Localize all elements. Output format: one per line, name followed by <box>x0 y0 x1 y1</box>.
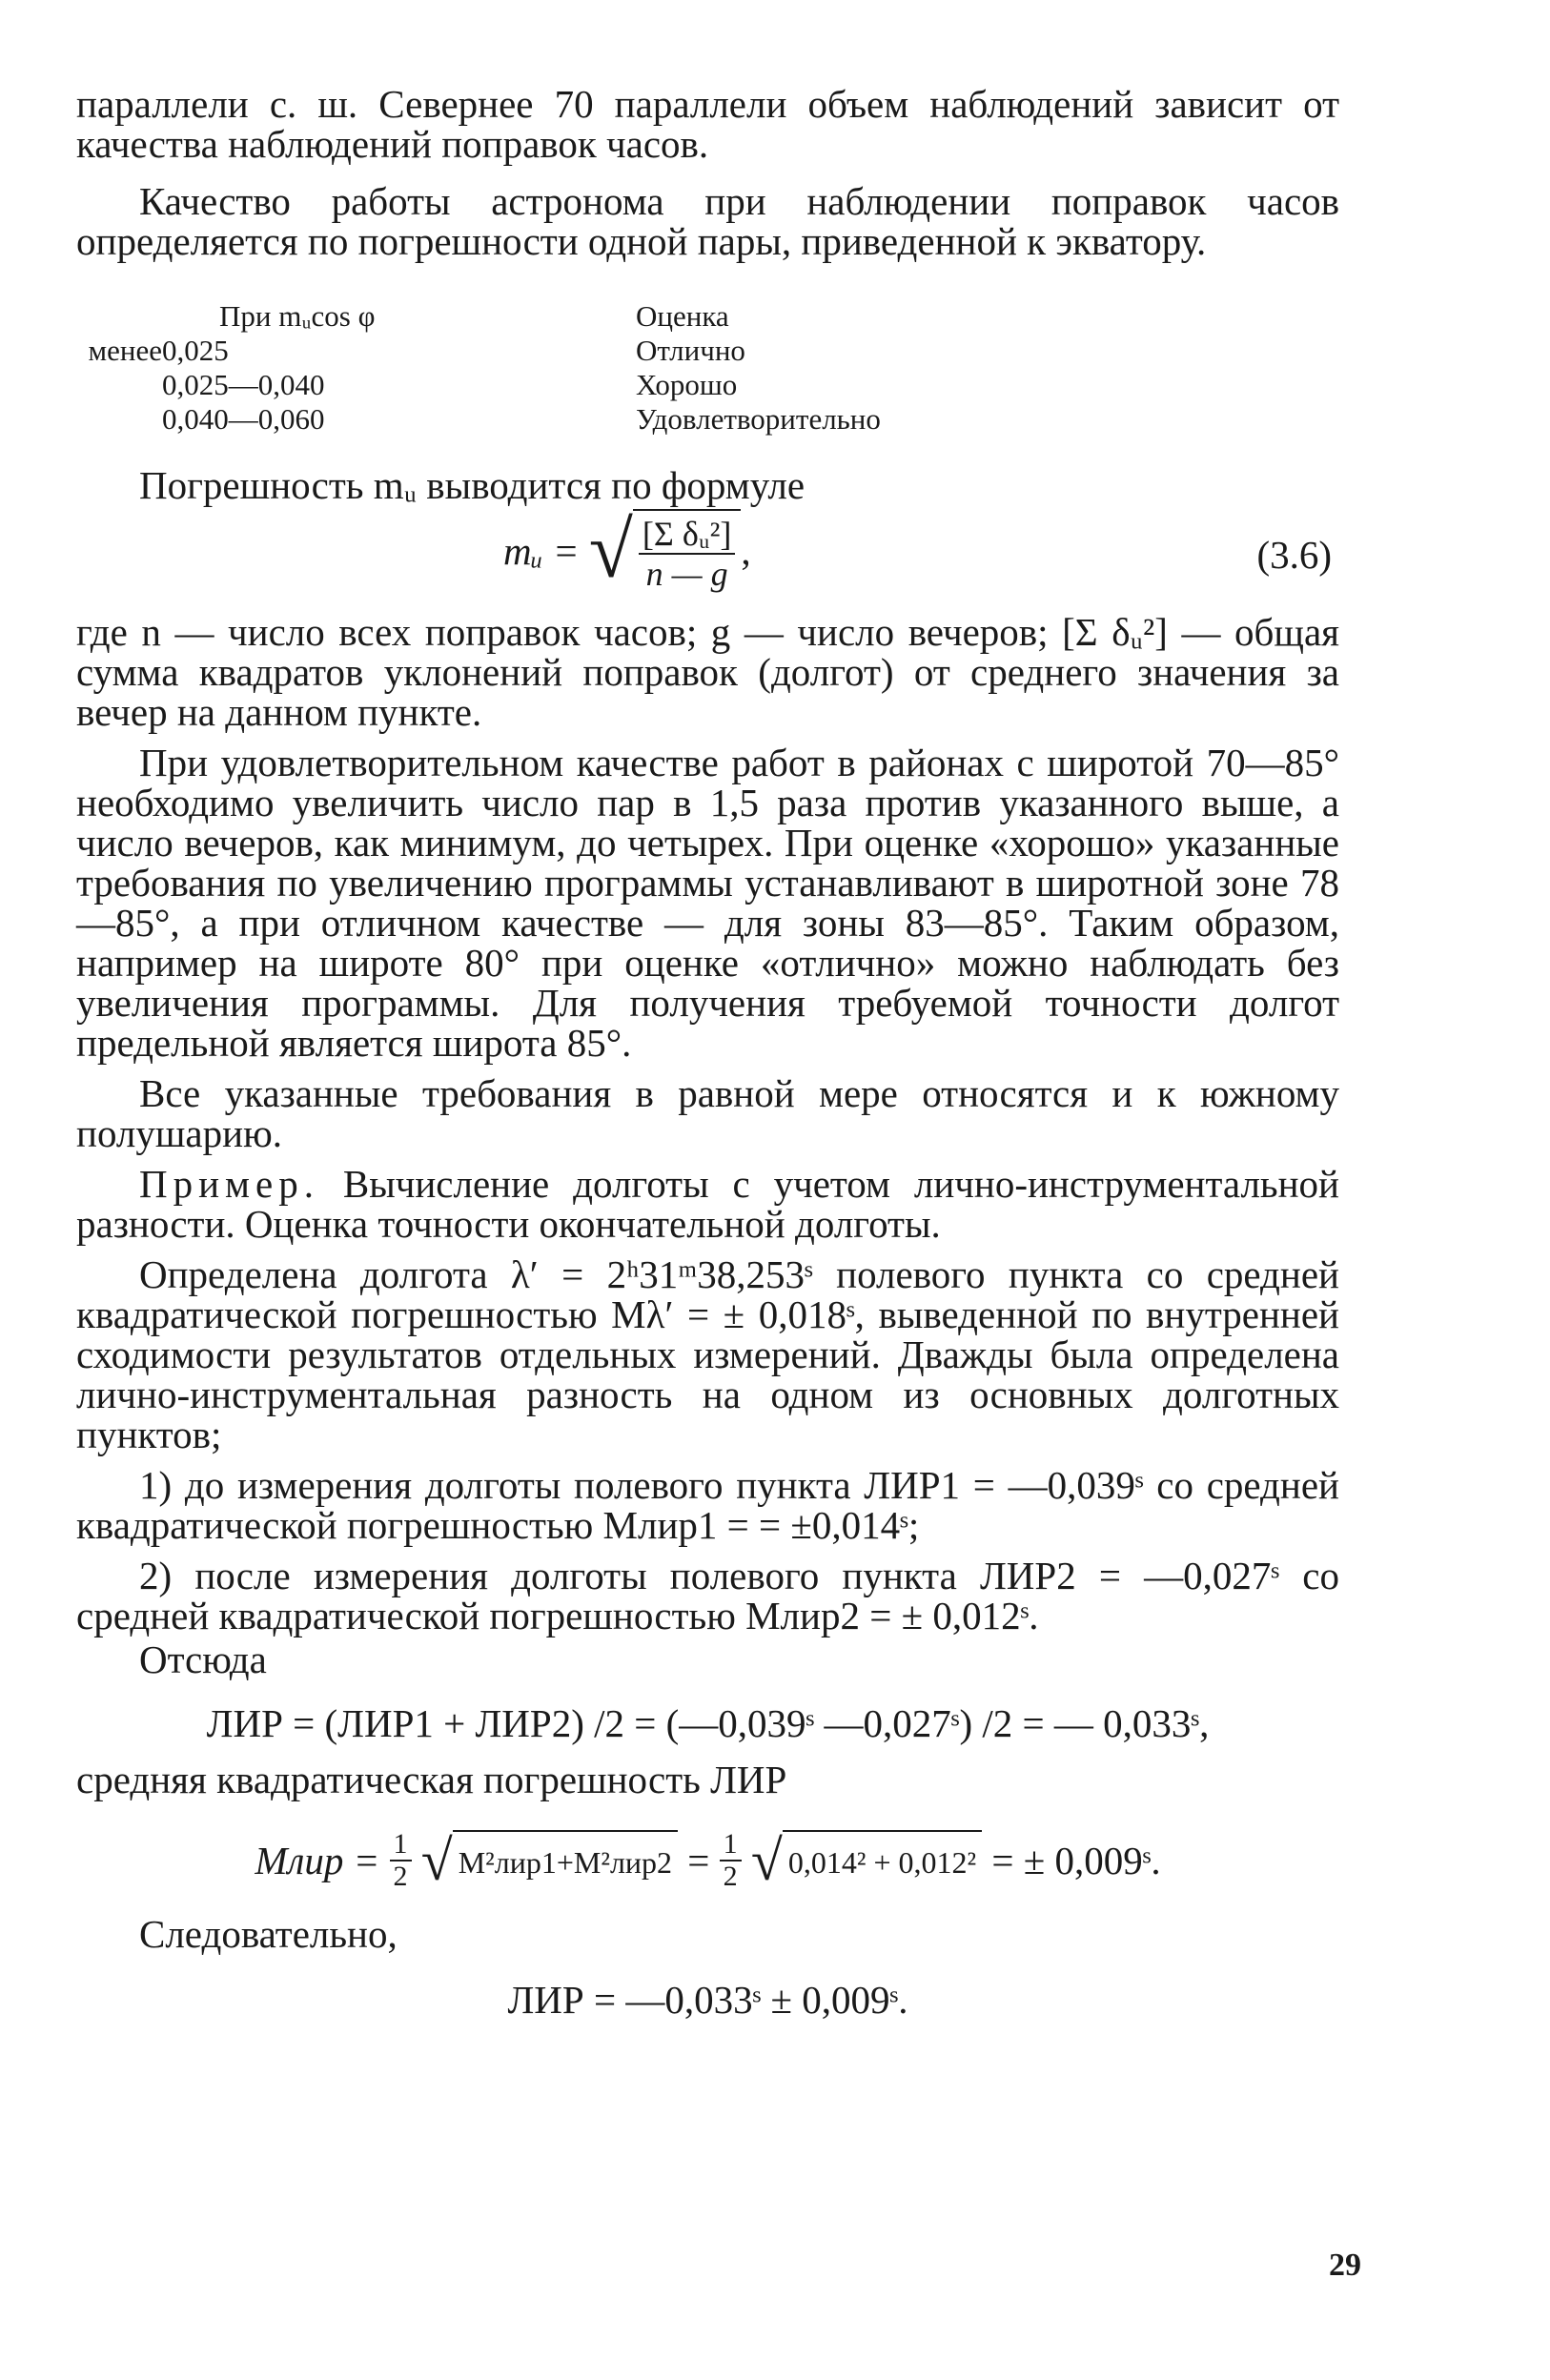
paragraph-therefore: Следовательно, <box>139 1912 398 1956</box>
paragraph-example <box>76 1164 1339 1244</box>
formula-numerator: [Σ δᵤ²] <box>639 515 735 555</box>
grading-row <box>76 368 1112 402</box>
formula-3-6 <box>76 506 1339 612</box>
formula-tail: , <box>741 529 751 573</box>
example-text: Вычисление долготы с учетом лично-инструментальной разности. Оценка точности окончательной долготы. <box>76 1162 1339 1246</box>
paragraph-quality: Качество работы астронома при наблюдении поправок часов определяется по погрешности одной пары, приведенной к экватору. <box>76 179 1339 263</box>
grading-row-range: 0,025 <box>162 334 229 367</box>
grading-row <box>76 334 1112 368</box>
grading-row-prefix: менее <box>88 334 162 367</box>
paragraph-longitude: Определена долгота λ′ = 2ʰ31ᵐ38,253ˢ полевого пункта со средней квадратической погрешностью Mλ′ = ± 0,018ˢ, выведенной по внутренней сходимости результатов отдельных измерений. Дважды была определена лично-инструментальная разность на одном из основных долготных пунктов; <box>76 1252 1339 1456</box>
paragraph-step-2: 2) после измерения долготы полевого пункта ЛИР2 = —0,027ˢ со средней квадратической погрешностью Mлир2 = ± 0,012ˢ. <box>76 1554 1339 1638</box>
formula-lhs: mᵤ = <box>503 529 580 573</box>
grading-header-right: Оценка <box>636 299 729 333</box>
m-lir-result: = ± 0,009ˢ. <box>991 1839 1161 1882</box>
formula-root <box>633 509 741 593</box>
grading-row-range: 0,025—0,040 <box>162 368 325 401</box>
grading-table-header <box>76 299 1112 334</box>
m-lir-eq: = <box>687 1839 710 1882</box>
paragraph-requirements: При удовлетворительном качестве работ в районах с широтой 70—85° необходимо увеличить число пар в 1,5 раза против указанного выше, а число вечеров, как минимум, до четырех. При оценке «хорошо» указанные требования по увеличению программы устанавливают в широтной зоне 78—85°, а при отличном качестве — для зоны 83—85°. Таким образом, например на широте 80° при оценке «отлично» можно наблюдать без увеличения программы. Для получения требуемой точности долгот предельной является широта 85°. <box>76 741 1339 1065</box>
example-label: Пример. <box>139 1162 319 1206</box>
formula-lir: ЛИР = (ЛИР1 + ЛИР2) /2 = (—0,039ˢ —0,027ˢ) /2 = — 0,033ˢ, <box>206 1701 1210 1745</box>
paragraph-step-1: 1) до измерения долготы полевого пункта ЛИР1 = —0,039ˢ со средней квадратической погрешностью Mлир1 = = ±0,014ˢ; <box>76 1463 1339 1547</box>
half-fraction: $\frac{1}{2}$ <box>720 1829 742 1892</box>
sqrt-icon: √ <box>420 1829 453 1892</box>
half-fraction: $\frac{1}{2}$ <box>390 1829 412 1892</box>
formula-final: ЛИР = —0,033ˢ ± 0,009ˢ. <box>507 1978 908 2022</box>
formula-denominator: n — g <box>645 555 728 593</box>
grading-row-grade: Отлично <box>636 334 745 367</box>
grading-row <box>76 402 1112 437</box>
page-content <box>76 84 1339 2023</box>
equation-number: (3.6) <box>1256 533 1332 577</box>
paragraph-continuation: параллели с. ш. Севернее 70 параллели объем наблюдений зависит от качества наблюдений поправок часов. <box>76 82 1339 166</box>
grading-header-left: При mᵤcos φ <box>219 299 376 333</box>
grading-table <box>76 299 1112 437</box>
sqrt-icon: √ <box>750 1829 783 1892</box>
formula-m-lir <box>76 1821 1339 1901</box>
sqrt-icon: √ <box>588 506 633 595</box>
grading-row-grade: Хорошо <box>636 368 738 401</box>
grading-row-grade: Удовлетворительно <box>636 402 881 436</box>
paragraph-hence: Отсюда <box>139 1638 267 1681</box>
paragraph-formula-intro: Погрешность mᵤ выводится по формуле <box>139 463 806 507</box>
grading-row-prefix <box>76 402 162 437</box>
paragraph-rms: средняя квадратическая погрешность ЛИР <box>76 1758 787 1801</box>
paragraph-definitions: где n — число всех поправок часов; g — число вечеров; [Σ δᵤ²] — общая сумма квадратов уклонений поправок (долгот) от среднего значения за вечер на данном пункте. <box>76 610 1339 734</box>
grading-row-prefix <box>76 368 162 402</box>
paragraph-southern: Все указанные требования в равной мере относятся и к южному полушарию. <box>76 1071 1339 1155</box>
root-numeric: 0,014² + 0,012² <box>783 1830 982 1891</box>
grading-row-range: 0,040—0,060 <box>162 402 325 436</box>
m-lir-lhs: Mлир = <box>255 1839 380 1882</box>
root-sum-of-squares: M²лир1+M²лир2 <box>453 1830 678 1891</box>
page-number: 29 <box>1329 2248 1361 2283</box>
